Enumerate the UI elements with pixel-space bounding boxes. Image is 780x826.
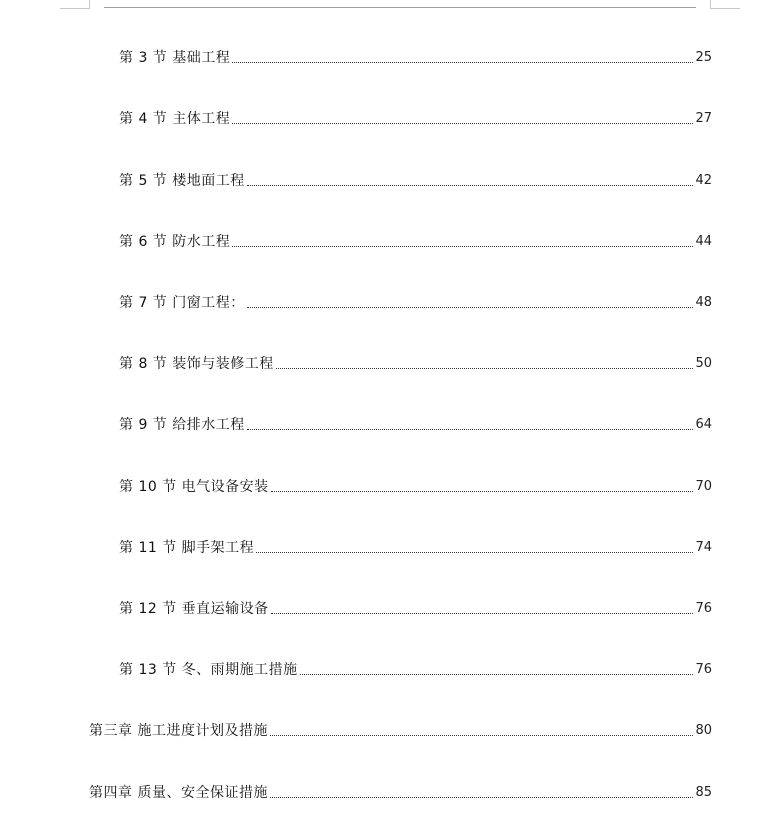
toc-entry[interactable] xyxy=(119,660,712,680)
toc-dot-leader xyxy=(276,368,694,369)
toc-entry-label: 第三章 施工进度计划及措施 xyxy=(89,723,268,739)
toc-entry[interactable] xyxy=(119,171,712,191)
toc-page-number: 74 xyxy=(695,540,712,555)
toc-dot-leader xyxy=(270,797,694,798)
toc-dot-leader xyxy=(232,246,693,247)
toc-entry-label: 第四章 质量、安全保证措施 xyxy=(89,785,268,801)
toc-entry-label: 第 8 节 装饰与装修工程 xyxy=(119,356,274,372)
toc-entry-label: 第 13 节 冬、雨期施工措施 xyxy=(119,662,298,678)
toc-page-number: 42 xyxy=(695,173,712,188)
toc-entry-label: 第 12 节 垂直运输设备 xyxy=(119,601,269,617)
toc-page-number: 44 xyxy=(695,234,712,249)
margin-corner-mark-left xyxy=(60,0,90,9)
toc-entry-label: 第 7 节 门窗工程： xyxy=(119,295,245,311)
toc-entry-label: 第 4 节 主体工程 xyxy=(119,111,231,127)
toc-entry[interactable] xyxy=(119,48,712,68)
toc-page-number: 76 xyxy=(695,601,712,616)
toc-entry[interactable] xyxy=(119,354,712,374)
toc-page-number: 76 xyxy=(695,662,712,677)
toc-entry[interactable] xyxy=(119,293,712,313)
toc-entry-label: 第 11 节 脚手架工程 xyxy=(119,540,255,556)
header-rule xyxy=(104,7,696,8)
toc-entry[interactable] xyxy=(119,599,712,619)
toc-dot-leader xyxy=(247,307,694,308)
toc-dot-leader xyxy=(271,613,694,614)
toc-dot-leader xyxy=(270,735,694,736)
toc-page-number: 25 xyxy=(695,50,712,65)
toc-page-number: 48 xyxy=(695,295,712,310)
toc-entry[interactable] xyxy=(119,415,712,435)
toc-dot-leader xyxy=(271,491,694,492)
toc-dot-leader xyxy=(247,429,694,430)
toc-page-number: 64 xyxy=(695,417,712,432)
toc-entry-label: 第 5 节 楼地面工程 xyxy=(119,173,245,189)
toc-dot-leader xyxy=(232,123,693,124)
toc-dot-leader xyxy=(247,185,694,186)
margin-corner-mark-right xyxy=(710,0,740,9)
toc-page-number: 85 xyxy=(695,785,712,800)
toc-page-number: 70 xyxy=(695,479,712,494)
toc-entry[interactable] xyxy=(119,109,712,129)
toc-entry-label: 第 6 节 防水工程 xyxy=(119,234,231,250)
toc-entry-label: 第 9 节 给排水工程 xyxy=(119,417,245,433)
toc-page-number: 80 xyxy=(695,723,712,738)
toc-entry[interactable] xyxy=(89,721,712,741)
toc-page-number: 27 xyxy=(695,111,712,126)
toc-entry-label: 第 10 节 电气设备安装 xyxy=(119,479,269,495)
toc-dot-leader xyxy=(232,62,693,63)
toc-entry-label: 第 3 节 基础工程 xyxy=(119,50,231,66)
toc-page-number: 50 xyxy=(695,356,712,371)
toc-entry[interactable] xyxy=(89,783,712,803)
toc-entry[interactable] xyxy=(119,232,712,252)
toc-entry[interactable] xyxy=(119,477,712,497)
toc-dot-leader xyxy=(300,674,694,675)
toc-entry[interactable] xyxy=(119,538,712,558)
toc-dot-leader xyxy=(256,552,693,553)
